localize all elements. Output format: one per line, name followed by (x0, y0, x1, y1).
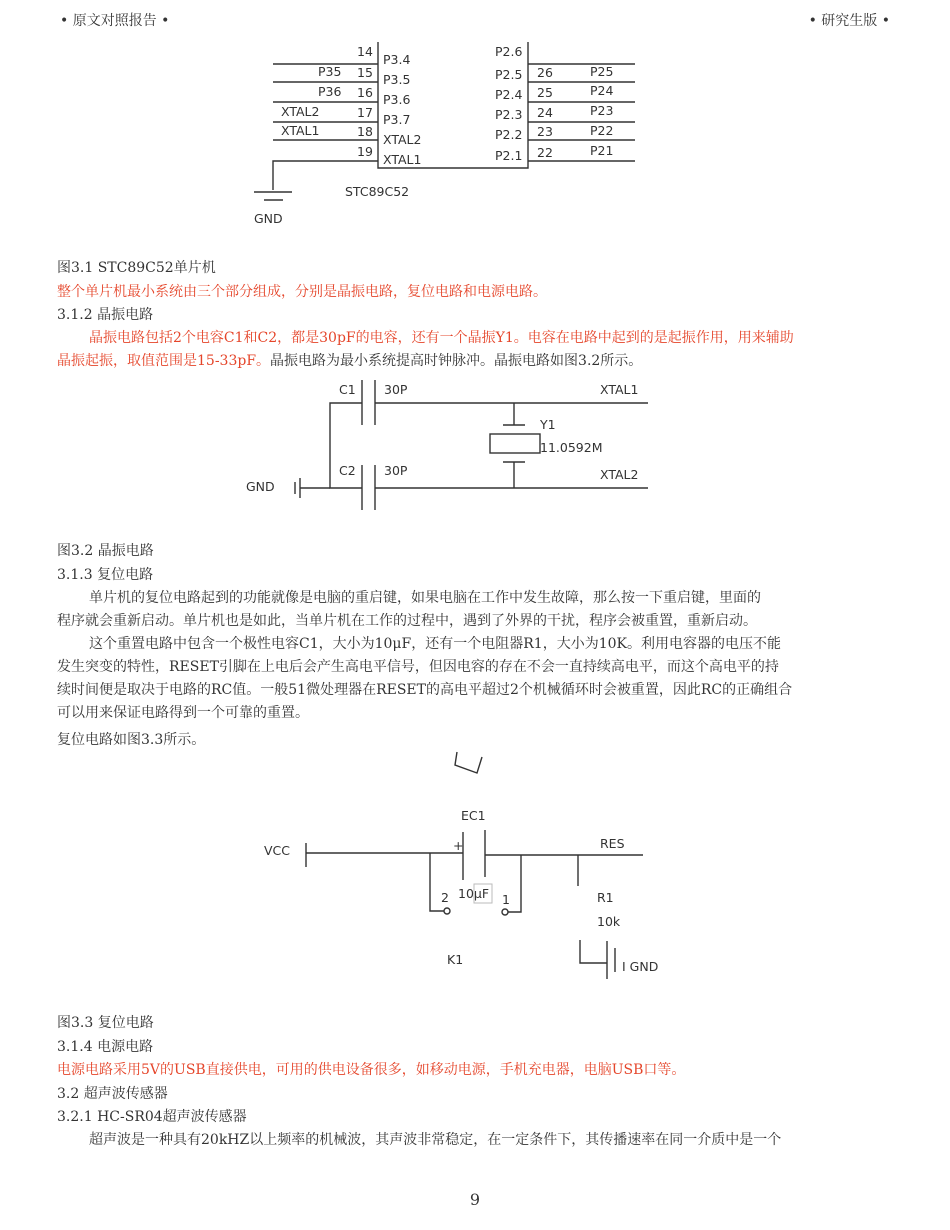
y1-label: Y1 (540, 417, 556, 432)
pin-name: P3.5 (383, 72, 411, 87)
paragraph: 复位电路如图3.3所示。 (57, 732, 206, 748)
xtal2-label: XTAL2 (600, 467, 639, 482)
paragraph-red: 晶振起振，取值范围是15-33pF。 (57, 353, 271, 369)
pin-number: 15 (357, 65, 373, 80)
pin-name: P3.6 (383, 92, 411, 107)
page-number: 9 (469, 1190, 481, 1209)
c1-label: C1 (339, 382, 356, 397)
c1-value: 30P (384, 382, 408, 397)
paragraph: 发生突变的特性，RESET引脚在上电后会产生高电平信号，但因电容的存在不会一直持续高电平，而这个高电平的持 (57, 659, 779, 675)
c2-value: 30P (384, 463, 408, 478)
pin-number: 25 (537, 85, 553, 100)
paragraph: 程序就会重新启动。单片机也是如此，当单片机在工作的过程中，遇到了外界的干扰，程序会被重置，重新启动。 (57, 613, 757, 629)
pin-net: P25 (590, 64, 614, 79)
switch-pin-1: 1 (502, 892, 510, 907)
figure-caption: 图3.3 复位电路 (57, 1015, 154, 1031)
pin-name: P2.3 (495, 107, 523, 122)
paragraph: 可以用来保证电路得到一个可靠的重置。 (57, 705, 309, 721)
pin-name: P2.5 (495, 67, 523, 82)
y1-value: 11.0592M (540, 440, 603, 455)
capacitor-value: 10μF (458, 886, 490, 901)
pin-name: P2.2 (495, 127, 523, 142)
paragraph: 超声波是一种具有20kHZ以上频率的机械波，其声波非常稳定，在一定条件下，其传播速率在同一介质中是一个 (89, 1132, 782, 1148)
pin-number: 24 (537, 105, 553, 120)
pin-number: 16 (357, 85, 373, 100)
pin-net: XTAL1 (281, 123, 320, 138)
section-heading: 3.1.2 晶振电路 (57, 307, 154, 323)
k1-label: K1 (447, 952, 464, 967)
figure-caption: 图3.2 晶振电路 (57, 543, 154, 559)
paragraph: 晶振电路包括2个电容C1和C2，都是30pF的电容，还有一个晶振Y1。电容在电路中起到的是起振作用，用来辅助 (89, 330, 794, 346)
pin-number: 18 (357, 124, 373, 139)
pin-name: P2.6 (495, 44, 523, 59)
pin-number: 17 (357, 105, 373, 120)
pin-name: P3.7 (383, 112, 411, 127)
section-heading: 3.2 超声波传感器 (57, 1086, 168, 1102)
c2-label: C2 (339, 463, 356, 478)
figure-caption: 图3.1 STC89C52单片机 (57, 260, 216, 276)
section-heading: 3.1.3 复位电路 (57, 567, 154, 583)
ec1-label: EC1 (461, 808, 486, 823)
pin-name: XTAL2 (383, 132, 422, 147)
pin-net: P21 (590, 143, 614, 158)
pin-number: 14 (357, 44, 373, 59)
pin-number: 22 (537, 145, 553, 160)
gnd-label: GND (246, 479, 275, 494)
paragraph: 这个重置电路中包含一个极性电容C1，大小为10μF，还有一个电阻器R1，大小为10K。利用电容器的电压不能 (89, 636, 781, 652)
pin-name: P2.4 (495, 87, 523, 102)
pin-name: XTAL1 (383, 152, 422, 167)
pin-name: P3.4 (383, 52, 411, 67)
gnd-label: GND (254, 211, 283, 226)
paragraph: 整个单片机最小系统由三个部分组成，分别是晶振电路，复位电路和电源电路。 (57, 284, 547, 300)
pin-number: 23 (537, 124, 553, 139)
pin-net: P36 (318, 84, 342, 99)
r1-label: R1 (597, 890, 614, 905)
pin-net: P22 (590, 123, 614, 138)
paragraph-black: 晶振电路为最小系统提高时钟脉冲。晶振电路如图3.2所示。 (270, 353, 643, 369)
paragraph: 电源电路采用5V的USB直接供电，可用的供电设备很多，如移动电源，手机充电器，电脑USB口等。 (57, 1062, 686, 1078)
section-heading: 3.1.4 电源电路 (57, 1039, 154, 1055)
pin-name: P2.1 (495, 148, 523, 163)
paragraph (57, 351, 642, 371)
r1-value: 10k (597, 914, 621, 929)
paragraph: 续时间便是取决于电路的RC值。一般51微处理器在RESET的高电平超过2个机械循环时会被重置，因此RC的正确组合 (57, 682, 793, 698)
res-label: RES (600, 836, 625, 851)
pin-net: XTAL2 (281, 104, 320, 119)
pin-net: P35 (318, 64, 342, 79)
vcc-label: VCC (264, 843, 291, 858)
paragraph: 单片机的复位电路起到的功能就像是电脑的重启键，如果电脑在工作中发生故障，那么按一下重启键，里面的 (89, 590, 761, 606)
gnd-label: I GND (622, 959, 659, 974)
pin-net: P23 (590, 103, 614, 118)
plus-sign: + (453, 838, 464, 853)
chip-label: STC89C52 (345, 184, 410, 199)
switch-pin-2: 2 (441, 890, 449, 905)
section-heading: 3.2.1 HC-SR04超声波传感器 (57, 1109, 247, 1125)
pin-number: 26 (537, 65, 553, 80)
pin-net: P24 (590, 83, 614, 98)
header-right: • 研究生版 • (808, 13, 890, 29)
header-left: • 原文对照报告 • (60, 13, 170, 29)
xtal1-label: XTAL1 (600, 382, 639, 397)
pin-number: 19 (357, 144, 373, 159)
